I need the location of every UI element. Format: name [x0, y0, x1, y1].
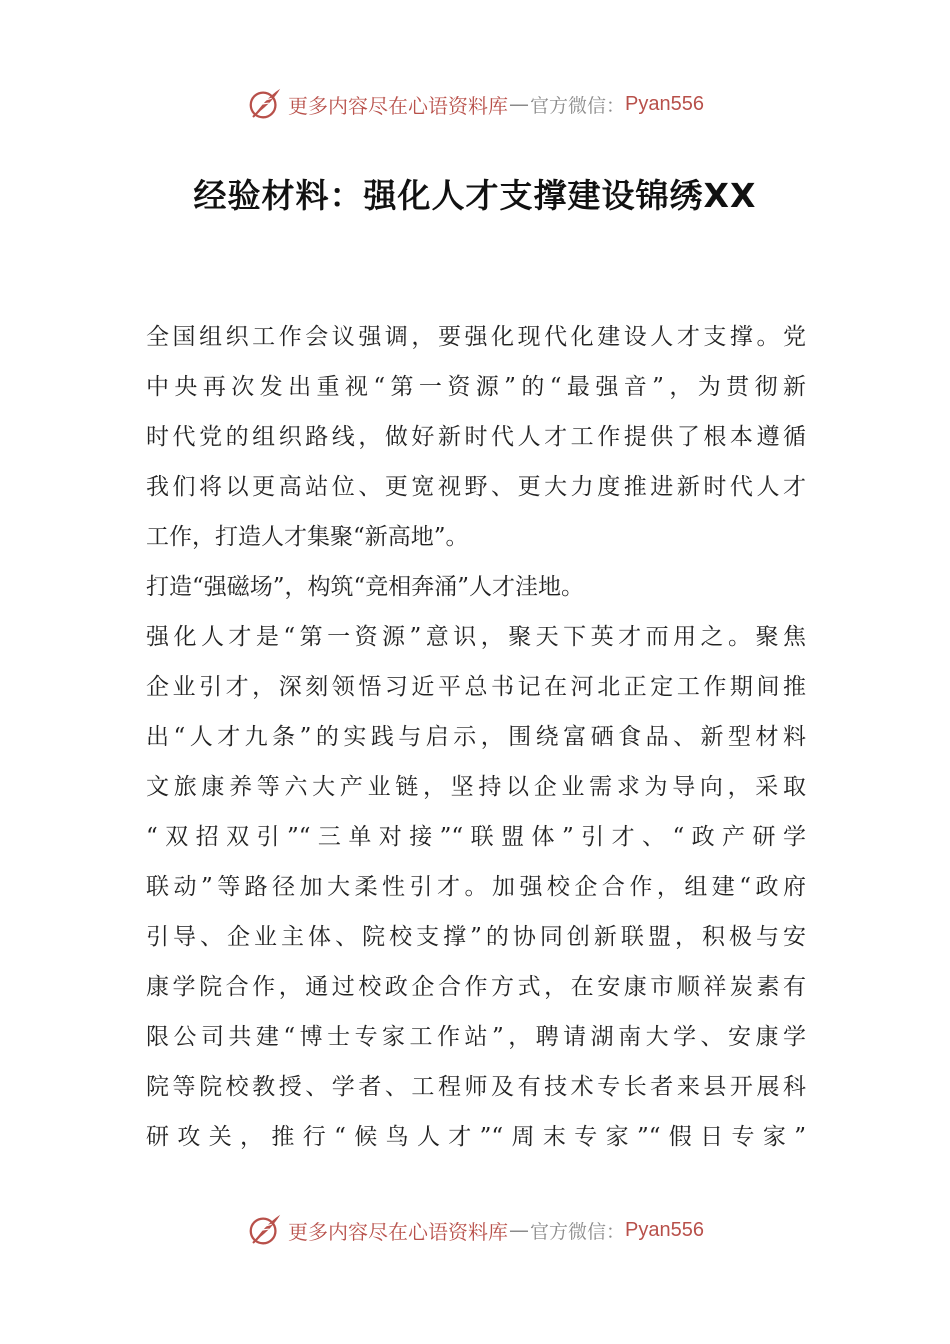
- document-body: [146, 312, 806, 1162]
- body-line: 中央再次发出重视“第一资源”的“最强音”，为贯彻新: [146, 374, 806, 400]
- body-line: 打造“强磁场”，构筑“竞相奔涌”人才洼地。: [146, 574, 585, 600]
- watermark-dash: —: [509, 1218, 529, 1242]
- watermark-wechat-id: Pyan556: [625, 92, 704, 115]
- body-line: 工作，打造人才集聚“新高地”。: [146, 524, 469, 550]
- document-title: 经验材料：强化人才支撑建设锦绣XX: [193, 176, 757, 215]
- body-line: 企业引才，深刻领悟习近平总书记在河北正定工作期间推: [146, 674, 806, 700]
- watermark-dash: —: [509, 92, 529, 116]
- body-line: 引导、企业主体、院校支撑”的协同创新联盟，积极与安: [146, 924, 806, 950]
- watermark-contact-label: 官方微信：: [530, 1220, 626, 1243]
- body-line: “双招双引”“三单对接”“联盟体”引才、“政产研学: [146, 824, 806, 850]
- body-line: 我们将以更高站位、更宽视野、更大力度推进新时代人才: [146, 474, 806, 500]
- body-line: 强化人才是“第一资源”意识，聚天下英才而用之。聚焦: [146, 624, 806, 650]
- body-line: 康学院合作，通过校政企合作方式，在安康市顺祥炭素有: [146, 974, 806, 1000]
- body-line: 限公司共建“博士专家工作站”，聘请湖南大学、安康学: [146, 1024, 806, 1050]
- body-line: 研攻关，推行“候鸟人才”“周末专家”“假日专家”: [146, 1124, 806, 1150]
- body-line: 文旅康养等六大产业链，坚持以企业需求为导向，采取: [146, 774, 806, 800]
- watermark-brand: 更多内容尽在心语资料库: [288, 93, 508, 118]
- body-line: 院等院校教授、学者、工程师及有技术专长者来县开展科: [146, 1074, 806, 1100]
- watermark-wechat-id: Pyan556: [625, 1218, 704, 1241]
- body-line: 联动”等路径加大柔性引才。加强校企合作，组建“政府: [146, 874, 806, 900]
- quill-logo-icon: [246, 1211, 284, 1249]
- body-line: 出“人才九条”的实践与启示，围绕富硒食品、新型材料: [146, 724, 806, 750]
- quill-logo-icon: [246, 85, 284, 123]
- body-line: 时代党的组织路线，做好新时代人才工作提供了根本遵循: [146, 424, 806, 450]
- header-watermark: [0, 82, 950, 126]
- watermark-brand: 更多内容尽在心语资料库: [288, 1219, 508, 1244]
- footer-watermark: [0, 1208, 950, 1252]
- watermark-contact-label: 官方微信：: [530, 94, 626, 117]
- body-line: 全国组织工作会议强调，要强化现代化建设人才支撑。党: [146, 324, 806, 350]
